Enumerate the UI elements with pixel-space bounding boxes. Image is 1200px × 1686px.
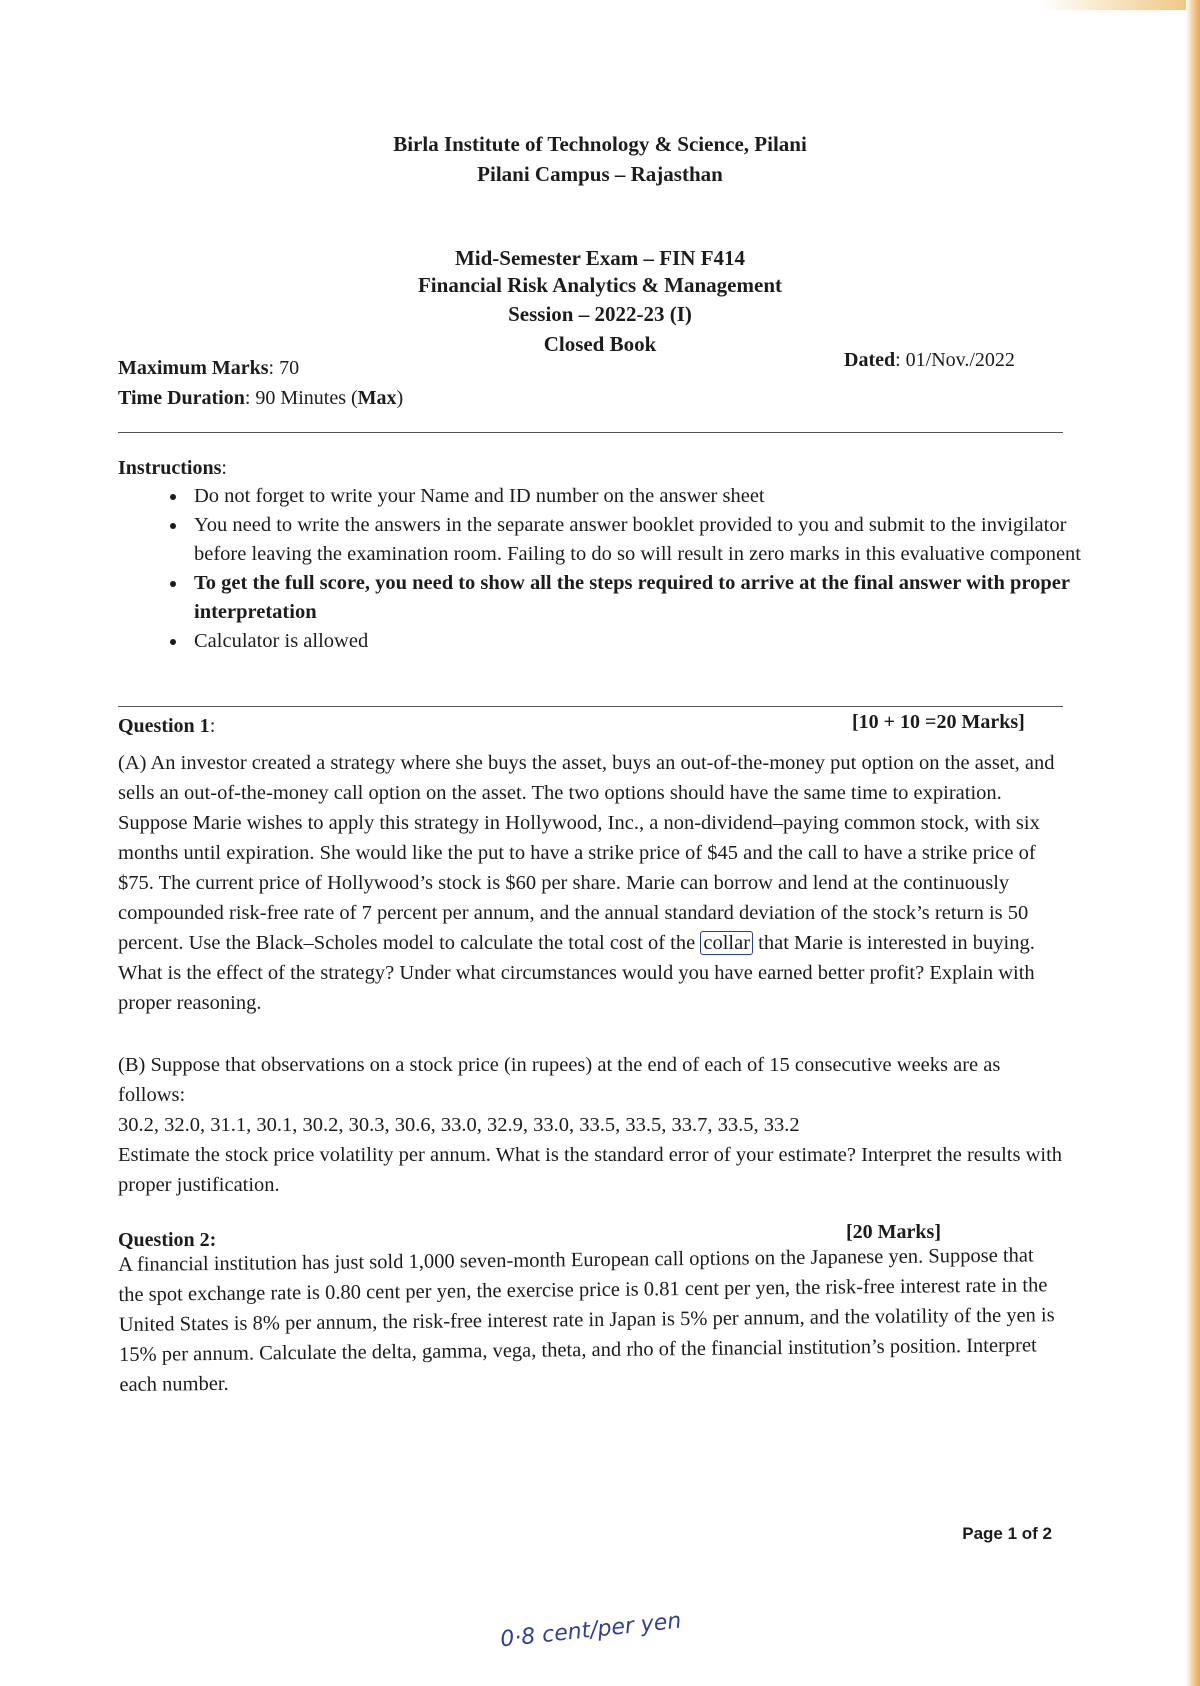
question-1-label-colon: : [209, 715, 216, 737]
divider-top [118, 432, 1063, 433]
part-a-text-end: that Marie is interested in buying. What is the effect of the strategy? Under what circumstances would you have earned better profit? Explain with proper reasoning. [118, 932, 1035, 1014]
question-1-part-a [118, 748, 1063, 1018]
instructions-list [148, 482, 1103, 656]
page-number: Page 1 of 2 [962, 1524, 1052, 1543]
instructions-heading-text: Instructions [118, 457, 222, 479]
page-corner-shadow [1040, 0, 1200, 10]
instruction-item: • You need to write the answers in the separate answer booklet provided to you and submit to the invigilator before leaving the examination room. Failing to do so will result in zero marks in this evaluative component [188, 511, 1103, 569]
part-a-text-start: (A) An investor created a strategy where she buys the asset, buys an out-of-the-money put option on the asset, and sells an out-of-the-money call option on the asset. The two options should have the same time to expiration. Suppose Marie wishes to apply this strategy in Hollywood, Inc., a non-dividend–paying common stock, with six months until expiration. She would like the put to have a strike price of $45 and the call to have a strike price of $75. The current price of Hollywood’s stock is $60 per share. Marie can borrow and lend at the continuously compounded risk-free rate of 7 percent per annum, and the annual standard deviation of the stock’s return is 50 percent. Use the Black–Scholes model to calculate the total cost of the [118, 752, 1055, 954]
handwritten-note: 0·8 cent/per yen [499, 1608, 683, 1653]
date-value: : 01/Nov./2022 [895, 349, 1015, 371]
max-marks-label: Maximum Marks [118, 357, 269, 379]
session-line: Session – 2022-23 (I) [508, 302, 692, 326]
time-label: Time Duration [118, 387, 245, 409]
question-2-text: A financial institution has just sold 1,000 seven-month European call options on the Japanese yen. Suppose that the spot exchange rate is 0.80 cent per yen, the exercise price is 0.81 cent per yen, the risk-free interest rate in the United States is 8% per annum, the risk-free interest rate in Japan is 5% per annum, and the volatility of the yen is 15% per annum. Calculate the delta, gamma, vega, theta, and rho of the financial institution’s position. Interpret each number. [118, 1244, 1055, 1396]
max-marks [118, 354, 299, 382]
exam-title: Mid-Semester Exam – FIN F414 [454, 246, 746, 270]
exam-date [844, 346, 1015, 374]
campus-name: Pilani Campus – Rajasthan [477, 162, 723, 186]
institute-name: Birla Institute of Technology & Science, Pilani [393, 132, 807, 156]
closed-book-line: Closed Book [543, 332, 657, 356]
time-value: : 90 Minutes ( [244, 387, 358, 409]
question-1-label-text: Question 1 [118, 715, 210, 737]
question-1-part-b-intro: (B) Suppose that observations on a stock price (in rupees) at the end of each of 15 consecutive weeks are as follows: [118, 1054, 1001, 1106]
instructions-heading-colon: : [221, 457, 227, 479]
collar-highlight: collar [700, 931, 753, 955]
instruction-item: • To get the full score, you need to show all the steps required to arrive at the final answer with proper interpretation [188, 569, 1103, 627]
instruction-item: • Do not forget to write your Name and ID number on the answer sheet [188, 482, 1103, 511]
time-close: ) [396, 387, 404, 409]
question-1-label [118, 712, 215, 740]
question-1-part-b-data: 30.2, 32.0, 31.1, 30.1, 30.2, 30.3, 30.6, 33.0, 32.9, 33.0, 33.5, 33.5, 33.7, 33.5, 33.2 [118, 1114, 800, 1136]
divider-middle [118, 706, 1063, 707]
question-1-part-b-task: Estimate the stock price volatility per annum. What is the standard error of your estimate? Interpret the results with proper justification. [118, 1144, 1063, 1196]
instructions-heading [118, 454, 227, 482]
time-max: Max [357, 387, 397, 409]
date-label: Dated [844, 349, 896, 371]
max-marks-value: : 70 [268, 357, 300, 379]
question-2-label: Question 2: [118, 1229, 217, 1251]
question-1-marks: [10 + 10 =20 Marks] [852, 711, 1025, 733]
instruction-item: • Calculator is allowed [188, 627, 1103, 656]
question-2-marks: [20 Marks] [846, 1221, 941, 1243]
time-duration [118, 384, 403, 412]
course-title: Financial Risk Analytics & Management [417, 273, 782, 297]
